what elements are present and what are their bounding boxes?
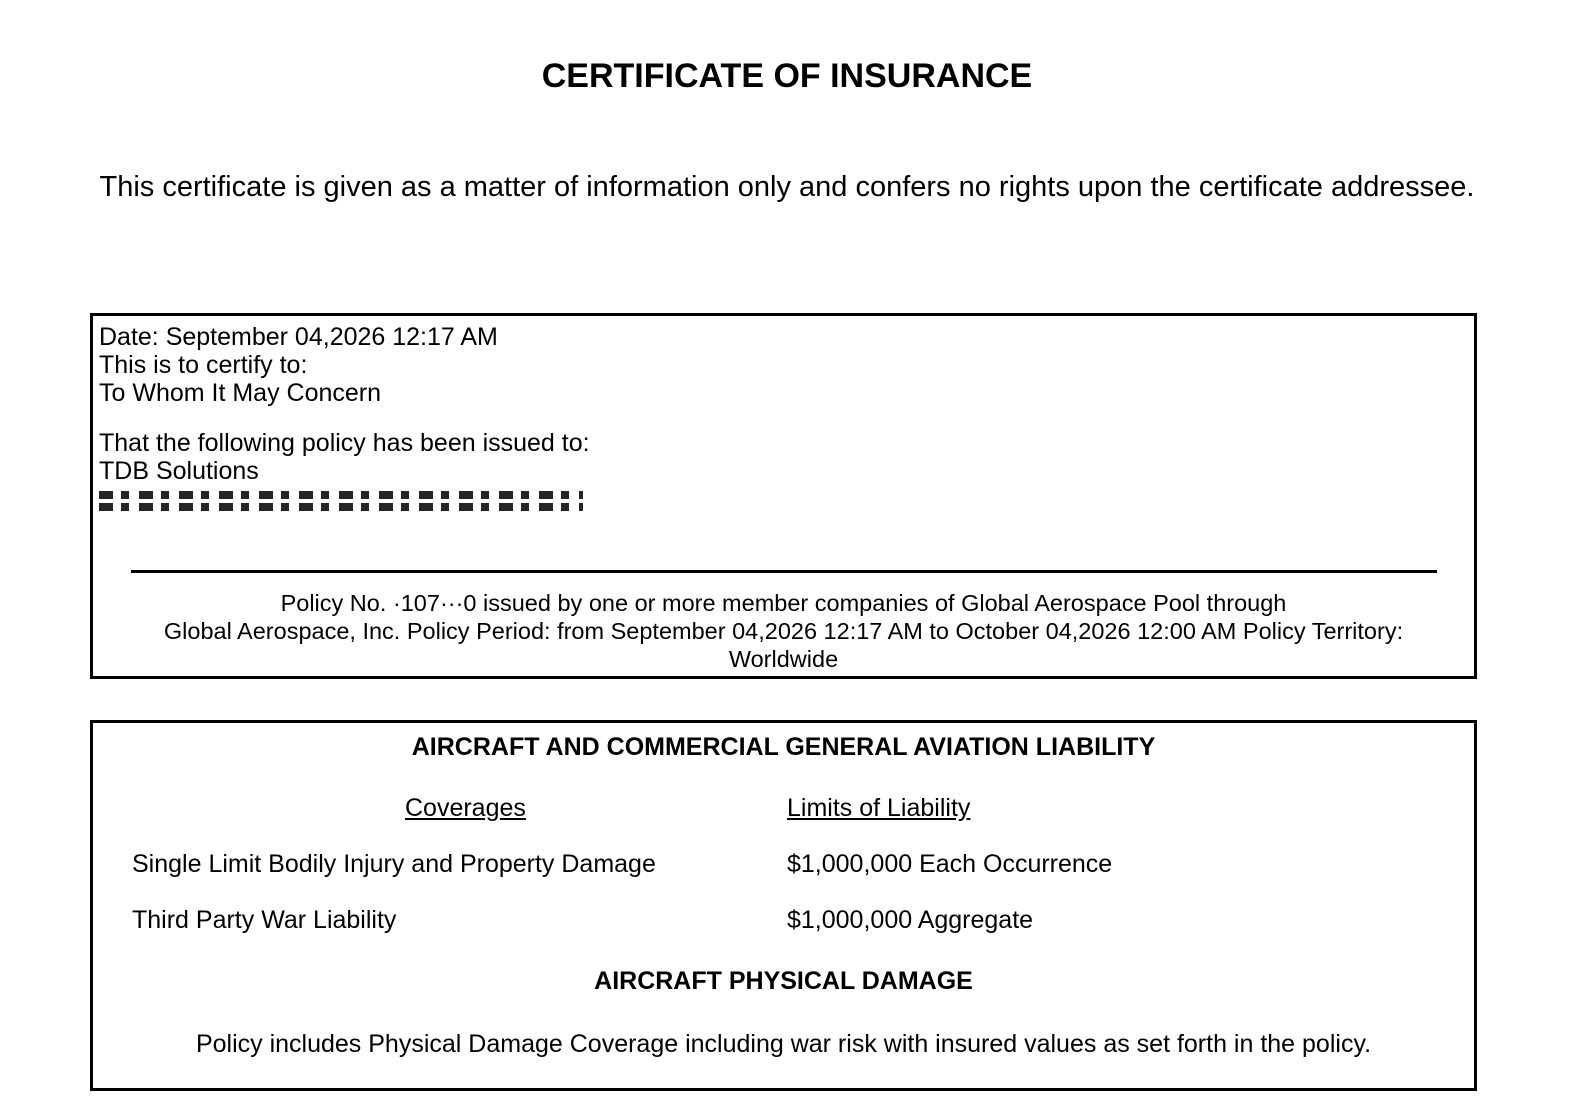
certificate-details-box <box>90 313 1477 679</box>
physical-damage-text: Policy includes Physical Damage Coverage including war risk with insured values as set forth in the policy. <box>195 1030 1372 1058</box>
recipient-line: To Whom It May Concern <box>99 379 382 407</box>
issued-to-label: That the following policy has been issued to: <box>99 429 590 457</box>
liability-heading: AIRCRAFT AND COMMERCIAL GENERAL AVIATION LIABILITY <box>411 733 1156 761</box>
certificate-title: CERTIFICATE OF INSURANCE <box>541 57 1033 95</box>
policy-line-2: Global Aerospace, Inc. Policy Period: from September 04,2026 12:17 AM to October 04,2026 12:00 AM Policy Territory: <box>163 618 1404 644</box>
policy-line-1: Policy No. ·107···0 issued by one or more member companies of Global Aerospace Pool through <box>280 590 1287 616</box>
coverages-column-header: Coverages <box>405 794 526 822</box>
limits-column-header: Limits of Liability <box>787 794 971 822</box>
coverage-box <box>90 720 1477 1091</box>
physical-damage-heading: AIRCRAFT PHYSICAL DAMAGE <box>594 967 973 995</box>
limit-cell: $1,000,000 Each Occurrence <box>787 850 1113 878</box>
policy-line-3: Worldwide <box>728 646 839 672</box>
limit-cell: $1,000,000 Aggregate <box>787 906 1034 934</box>
certify-to-label: This is to certify to: <box>99 351 308 379</box>
policy-info <box>93 589 1474 673</box>
coverage-cell: Single Limit Bodily Injury and Property Damage <box>132 850 656 878</box>
insured-name: TDB Solutions <box>99 457 259 485</box>
date-line: Date: September 04,2026 12:17 AM <box>99 323 498 351</box>
certificate-details-lines <box>99 323 590 517</box>
divider-line <box>131 570 1437 573</box>
redacted-address <box>99 485 590 517</box>
disclaimer-text: This certificate is given as a matter of information only and confers no rights upon the certificate addressee. <box>99 171 1475 203</box>
spacer <box>99 407 590 429</box>
coverage-cell: Third Party War Liability <box>132 906 397 934</box>
redaction-mark <box>99 491 583 511</box>
